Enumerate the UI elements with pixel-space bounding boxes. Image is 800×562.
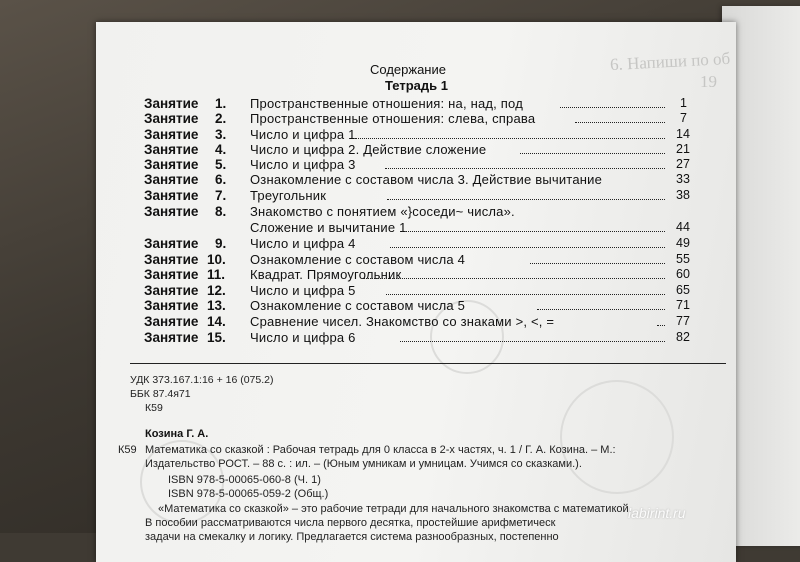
lesson-title: Число и цифра 1 xyxy=(250,127,356,142)
leader-dots xyxy=(400,331,665,342)
lesson-title: Сравнение чисел. Знакомство со знаками >, <, = xyxy=(250,314,555,329)
lesson-number: 13. xyxy=(207,298,226,313)
lesson-label: Занятие xyxy=(144,252,199,267)
leader-dots xyxy=(386,284,665,295)
page-number: 44 xyxy=(676,220,690,234)
lesson-label: Занятие xyxy=(144,236,199,251)
lesson-number: 2. xyxy=(215,111,227,126)
lesson-title: Число и цифра 6 xyxy=(250,330,356,345)
showthrough-text: 6. Напиши по об xyxy=(609,48,731,75)
udk-code: УДК 373.167.1:16 + 16 (075.2) xyxy=(130,374,274,386)
page-number: 71 xyxy=(676,298,690,312)
author-code: К59 xyxy=(145,402,163,414)
leader-dots xyxy=(575,112,665,123)
lesson-label: Занятие xyxy=(144,96,199,111)
lesson-number: 11. xyxy=(207,267,226,282)
lesson-number: 10. xyxy=(207,252,226,267)
lesson-label: Занятие xyxy=(144,188,199,203)
page-number: 60 xyxy=(676,267,690,281)
leader-dots xyxy=(537,299,665,310)
lesson-number: 4. xyxy=(215,142,227,157)
page-number: 14 xyxy=(676,127,690,141)
page-number: 77 xyxy=(676,314,690,328)
lesson-title: Квадрат. Прямоугольник xyxy=(250,267,402,282)
lesson-title: Треугольник xyxy=(250,188,327,203)
lesson-title: Ознакомление с составом числа 3. Действие вычитание xyxy=(250,172,603,187)
lesson-title: Число и цифра 4 xyxy=(250,236,356,251)
author-name: Козина Г. А. xyxy=(145,428,209,440)
page-number: 82 xyxy=(676,330,690,344)
bbk-code: ББК 87.4я71 xyxy=(130,388,191,400)
lesson-label: Занятие xyxy=(144,111,199,126)
toc-subtitle: Тетрадь 1 xyxy=(385,78,448,93)
lesson-number: 7. xyxy=(215,188,227,203)
leader-dots xyxy=(530,253,665,264)
lesson-label: Занятие xyxy=(144,142,199,157)
lesson-title: Число и цифра 3 xyxy=(250,157,356,172)
book-description-line: Издательство РОСТ. – 88 с. : ил. – (Юным умникам и умницам. Учимся со сказками.). xyxy=(145,458,582,470)
lesson-title: Пространственные отношения: слева, справа xyxy=(250,111,536,126)
leader-dots xyxy=(390,237,665,248)
annotation-line: «Математика со сказкой» – это рабочие тетради для начального знакомства с математикой. xyxy=(158,503,632,515)
lesson-label: Занятие xyxy=(144,157,199,172)
page-number: 55 xyxy=(676,252,690,266)
lesson-number: 6. xyxy=(215,172,227,187)
lesson-label: Занятие xyxy=(144,127,199,142)
lesson-label: Занятие xyxy=(144,283,199,298)
lesson-number: 3. xyxy=(215,127,227,142)
showthrough-number: 19 xyxy=(700,72,717,91)
lesson-number: 1. xyxy=(215,96,227,111)
isbn-line: ISBN 978-5-00065-060-8 (Ч. 1) xyxy=(168,474,321,486)
toc-entry xyxy=(0,204,800,220)
annotation-line: задачи на смекалку и логику. Предлагается система разнообразных, постепенно xyxy=(145,531,559,543)
page-number: 49 xyxy=(676,236,690,250)
page-number: 21 xyxy=(676,142,690,156)
lesson-label: Занятие xyxy=(144,172,199,187)
leader-dots xyxy=(400,221,665,232)
lesson-number: 5. xyxy=(215,157,227,172)
lesson-title: Пространственные отношения: на, над, под xyxy=(250,96,523,111)
lesson-label: Занятие xyxy=(144,204,199,219)
lesson-label: Занятие xyxy=(144,267,199,282)
page-number: 38 xyxy=(676,188,690,202)
leader-dots xyxy=(387,189,665,200)
lesson-number: 9. xyxy=(215,236,227,251)
watermark: labirint.ru xyxy=(628,505,686,521)
leader-dots xyxy=(363,268,665,279)
lesson-title: Число и цифра 5 xyxy=(250,283,356,298)
annotation-line: В пособии рассматриваются числа первого десятка, простейшие арифметическ xyxy=(145,517,556,529)
page-number: 1 xyxy=(680,96,687,110)
isbn-line: ISBN 978-5-00065-059-2 (Общ.) xyxy=(168,488,329,500)
lesson-number: 15. xyxy=(207,330,226,345)
lesson-label: Занятие xyxy=(144,330,199,345)
lesson-number: 12. xyxy=(207,283,226,298)
lesson-title: Ознакомление с составом числа 4 xyxy=(250,252,466,267)
divider-line xyxy=(130,363,726,364)
page-number: 65 xyxy=(676,283,690,297)
lesson-label: Занятие xyxy=(144,298,199,313)
leader-dots xyxy=(385,158,665,169)
page-number: 7 xyxy=(680,111,687,125)
lesson-title-continued: Сложение и вычитание 1 xyxy=(250,220,407,235)
leader-dots xyxy=(560,97,665,108)
page-number: 33 xyxy=(676,172,690,186)
toc-title: Содержание xyxy=(370,62,446,77)
leader-dots xyxy=(355,128,665,139)
leader-dots xyxy=(657,315,665,326)
book-description-line: Математика со сказкой : Рабочая тетрадь для 0 класса в 2-х частях, ч. 1 / Г. А. Козина. – М.: xyxy=(145,444,616,456)
lesson-label: Занятие xyxy=(144,314,199,329)
lesson-number: 8. xyxy=(215,204,227,219)
leader-dots xyxy=(520,143,665,154)
lesson-number: 14. xyxy=(207,314,226,329)
lesson-title: Знакомство с понятием «}соседи~ числа». xyxy=(250,204,515,219)
lesson-title: Число и цифра 2. Действие сложение xyxy=(250,142,487,157)
lesson-title: Ознакомление с составом числа 5 xyxy=(250,298,466,313)
entry-code: К59 xyxy=(118,444,137,456)
page-number: 27 xyxy=(676,157,690,171)
